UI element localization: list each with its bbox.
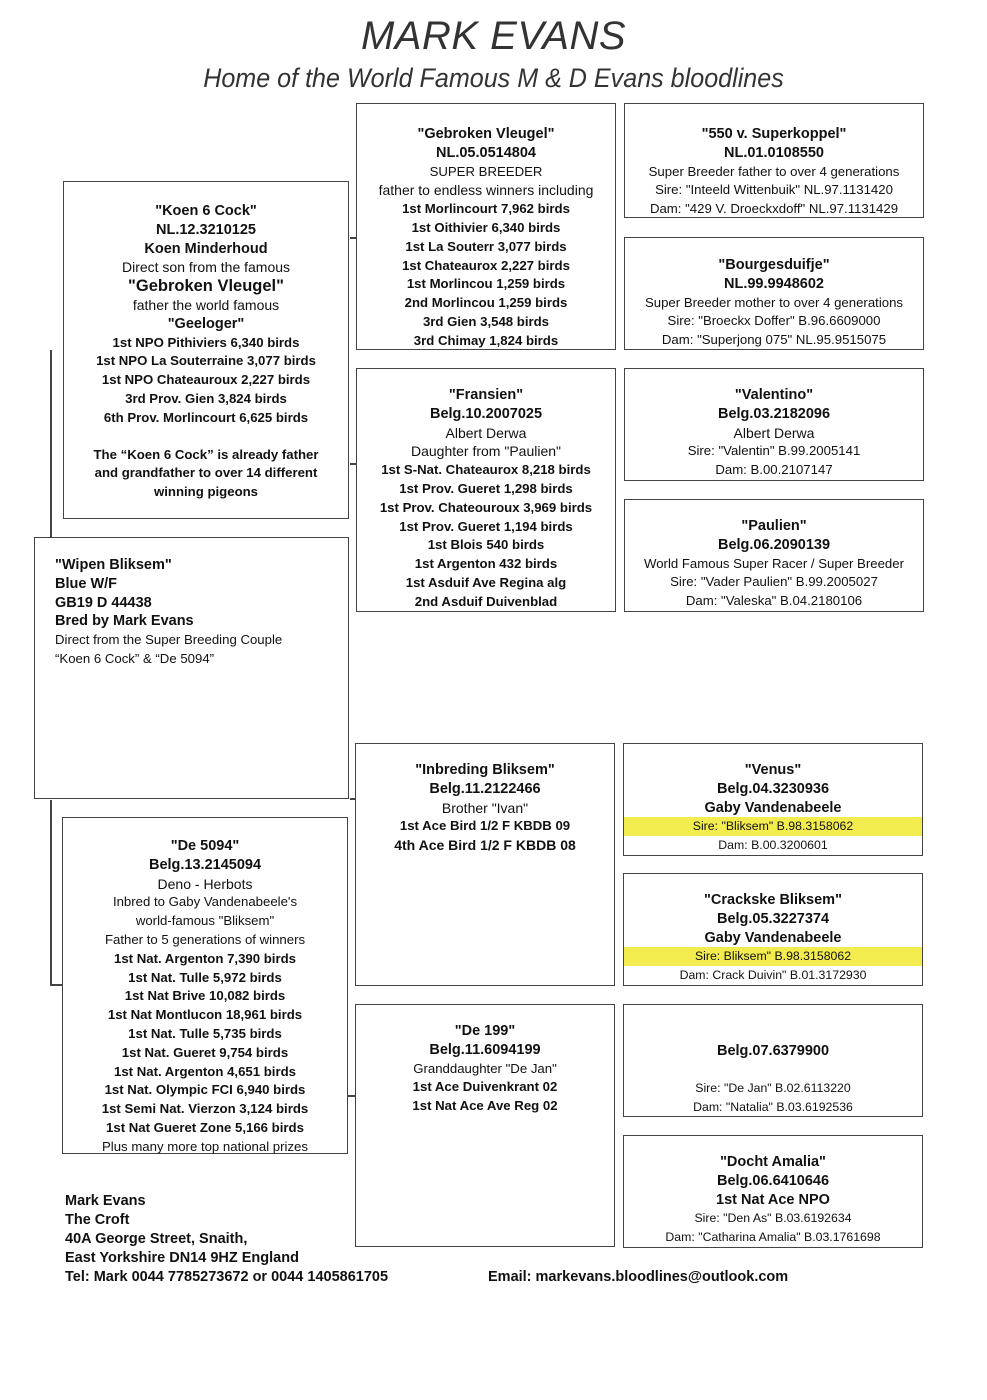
valentino-card — [624, 368, 924, 481]
gv-ring: NL.05.0514804 — [436, 144, 536, 161]
gebroken-vleugel-card — [356, 103, 616, 350]
dam-win: 1st Nat Montlucon 18,961 birds — [107, 1007, 303, 1023]
venus-breeder: Gaby Vandenabeele — [704, 799, 842, 816]
de199-win: 1st Ace Duivenkrant 02 — [412, 1079, 558, 1095]
de199-line: Granddaughter "De Jan" — [413, 1060, 557, 1076]
dam-desc: Inbred to Gaby Vandenabeele's — [112, 894, 298, 910]
dam-name: "De 5094" — [170, 838, 240, 854]
gv-win: 2nd Morlincou 1,259 birds — [404, 295, 568, 311]
docht-amalia-card — [623, 1135, 923, 1248]
subject-name: "Wipen Bliksem" — [55, 557, 172, 573]
fransien-win: 1st Prov. Gueret 1,194 birds — [399, 518, 573, 534]
inbreding-win: 1st Ace Bird 1/2 F KBDB 09 — [399, 818, 571, 834]
valentino-dam: Dam: B.00.2107147 — [715, 462, 833, 478]
gv-line: father to endless winners including — [378, 182, 594, 199]
contact-phone: Tel: Mark 0044 7785273672 or 0044 1405861705 — [65, 1269, 389, 1285]
superkoppel-card — [624, 103, 924, 218]
dam-breeder: Deno - Herbots — [157, 875, 253, 892]
crackske-sire: Sire: Bliksem" B.98.3158062 — [624, 947, 922, 966]
dam-win: 1st Nat. Argenton 7,390 birds — [114, 950, 296, 966]
bourgesduifje-desc: Super Breeder mother to over 4 generations — [644, 294, 904, 310]
bourgesduifje-ring: NL.99.9948602 — [724, 275, 824, 292]
belg-6379900-card — [623, 1004, 923, 1117]
superkoppel-ring: NL.01.0108550 — [724, 144, 824, 161]
superkoppel-name: "550 v. Superkoppel" — [701, 126, 847, 142]
sire-name: "Koen 6 Cock" — [155, 203, 257, 219]
subject-card — [34, 537, 349, 799]
venus-sire: Sire: "Bliksem" B.98.3158062 — [624, 817, 922, 836]
dam-more: Plus many more top national prizes — [102, 1138, 308, 1154]
fransien-win: 1st Argenton 432 birds — [414, 556, 558, 572]
fransien-ring: Belg.10.2007025 — [429, 405, 543, 422]
sire-win: 3rd Prov. Gien 3,824 birds — [125, 390, 287, 406]
venus-ring: Belg.04.3230936 — [716, 780, 830, 797]
superkoppel-sire: Sire: "Inteeld Wittenbuik" NL.97.1131420 — [655, 182, 893, 198]
sire-ring: NL.12.3210125 — [156, 221, 256, 238]
sire-win: 1st NPO Pithiviers 6,340 birds — [112, 334, 300, 350]
sire-note: winning pigeons — [153, 484, 259, 500]
fransien-win: 1st Asduif Ave Regina alg — [405, 574, 567, 590]
subject-color: Blue W/F — [55, 575, 118, 592]
gv-win: 1st Morlincourt 7,962 birds — [402, 201, 570, 217]
subject-note: Direct from the Super Breeding Couple — [55, 632, 283, 648]
dam-desc: Father to 5 generations of winners — [104, 931, 306, 947]
connector-line — [50, 350, 52, 538]
b637-ring: Belg.07.6379900 — [716, 1043, 830, 1059]
sire-win: 6th Prov. Morlincourt 6,625 birds — [103, 409, 309, 425]
gv-win: 1st Morlincou 1,259 birds — [406, 276, 566, 292]
dam-win: 1st Nat. Olympic FCI 6,940 birds — [104, 1082, 306, 1098]
de199-ring: Belg.11.6094199 — [429, 1041, 541, 1058]
b637-dam: Dam: "Natalia" B.03.6192536 — [693, 1099, 853, 1114]
paulien-ring: Belg.06.2090139 — [717, 536, 831, 553]
fransien-win: 1st Prov. Chateouroux 3,969 birds — [379, 499, 593, 515]
sire-note: The “Koen 6 Cock” is already father — [93, 446, 319, 462]
crackske-bliksem-card — [623, 873, 923, 986]
sire-breeder: Koen Minderhoud — [144, 240, 268, 257]
dam-win: 1st Semi Nat. Vierzon 3,124 birds — [101, 1101, 309, 1117]
fransien-win: 1st Prov. Gueret 1,298 birds — [399, 480, 573, 496]
sire-win: 1st NPO Chateauroux 2,227 birds — [101, 372, 311, 388]
dam-ring: Belg.13.2145094 — [148, 856, 262, 873]
sire-line: Direct son from the famous — [121, 259, 291, 276]
valentino-sire: Sire: "Valentin" B.99.2005141 — [687, 443, 861, 459]
gv-name: "Gebroken Vleugel" — [417, 126, 555, 142]
inbreding-win: 4th Ace Bird 1/2 F KBDB 08 — [394, 837, 576, 854]
crackske-ring: Belg.05.3227374 — [716, 910, 830, 927]
dam-win: 1st Nat. Gueret 9,754 birds — [121, 1044, 289, 1060]
fransien-win: 1st S-Nat. Chateaurox 8,218 birds — [381, 462, 591, 478]
valentino-breeder: Albert Derwa — [733, 424, 815, 441]
amalia-dam: Dam: "Catharina Amalia" B.03.1761698 — [665, 1230, 881, 1245]
paulien-card — [624, 499, 924, 612]
contact-address-line: The Croft — [65, 1212, 130, 1228]
dam-desc: world-famous "Bliksem" — [135, 913, 275, 929]
de199-win: 1st Nat Ace Ave Reg 02 — [412, 1098, 558, 1114]
contact-address-line: 40A George Street, Snaith, — [65, 1231, 248, 1247]
page-subtitle: Home of the World Famous M & D Evans bloodlines — [203, 63, 784, 93]
dam-win: 1st Nat. Tulle 5,972 birds — [128, 969, 282, 985]
sire-line: father the world famous — [132, 296, 280, 313]
bourgesduifje-sire: Sire: "Broeckx Doffer" B.96.6609000 — [667, 313, 881, 329]
sire-line: "Geeloger" — [167, 315, 245, 332]
crackske-dam: Dam: Crack Duivin" B.01.3172930 — [679, 968, 867, 983]
venus-card — [623, 743, 923, 856]
gv-win: 3rd Gien 3,548 birds — [422, 313, 550, 329]
fransien-card — [356, 368, 616, 612]
subject-note: “Koen 6 Cock” & “De 5094” — [55, 650, 215, 666]
inbreding-ring: Belg.11.2122466 — [429, 780, 541, 797]
amalia-title: 1st Nat Ace NPO — [716, 1191, 830, 1208]
valentino-ring: Belg.03.2182096 — [717, 405, 831, 422]
fransien-win: 2nd Asduif Duivenblad — [414, 593, 558, 609]
fransien-win: 1st Blois 540 birds — [427, 537, 545, 553]
paulien-dam: Dam: "Valeska" B.04.2180106 — [685, 593, 863, 609]
fransien-name: "Fransien" — [448, 387, 524, 403]
inbreding-name: "Inbreding Bliksem" — [415, 762, 555, 778]
bourgesduifje-card — [624, 237, 924, 350]
gv-win: 1st La Souterr 3,077 birds — [405, 238, 567, 254]
superkoppel-desc: Super Breeder father to over 4 generations — [648, 163, 900, 179]
bourgesduifje-dam: Dam: "Superjong 075" NL.95.9515075 — [661, 332, 887, 348]
amalia-name: "Docht Amalia" — [720, 1154, 826, 1170]
contact-name: Mark Evans — [65, 1193, 146, 1209]
gv-win: 1st Chateaurox 2,227 birds — [402, 257, 570, 273]
valentino-name: "Valentino" — [734, 387, 814, 403]
sire-note: and grandfather to over 14 different — [94, 465, 318, 481]
b637-sire: Sire: "De Jan" B.02.6113220 — [695, 1080, 851, 1095]
crackske-breeder: Gaby Vandenabeele — [704, 929, 842, 946]
de199-card — [355, 1004, 615, 1247]
dam-win: 1st Nat. Tulle 5,735 birds — [128, 1025, 282, 1041]
superkoppel-dam: Dam: "429 V. Droeckxdoff" NL.97.1131429 — [649, 201, 899, 217]
dam-win: 1st Nat Brive 10,082 birds — [124, 988, 286, 1004]
contact-address-line: East Yorkshire DN14 9HZ England — [65, 1250, 299, 1266]
gv-win: 3rd Chimay 1,824 birds — [413, 332, 559, 348]
dam-win: 1st Nat Gueret Zone 5,166 birds — [106, 1119, 304, 1135]
paulien-sire: Sire: "Vader Paulien" B.99.2005027 — [670, 574, 878, 590]
subject-breeder: Bred by Mark Evans — [55, 613, 194, 630]
sire-card — [63, 181, 349, 519]
paulien-desc: World Famous Super Racer / Super Breeder — [644, 555, 904, 571]
fransien-breeder: Albert Derwa — [445, 424, 527, 441]
connector-line — [50, 800, 52, 986]
amalia-ring: Belg.06.6410646 — [716, 1172, 830, 1189]
crackske-name: "Crackske Bliksem" — [704, 892, 842, 908]
amalia-sire: Sire: "Den As" B.03.6192634 — [694, 1211, 852, 1226]
sire-line: "Gebroken Vleugel" — [128, 277, 284, 296]
gv-tag: SUPER BREEDER — [429, 163, 543, 179]
dam-card — [62, 817, 348, 1154]
page-title: MARK EVANS — [360, 14, 627, 58]
venus-dam: Dam: B.00.3200601 — [718, 838, 828, 853]
sire-win: 1st NPO La Souterraine 3,077 birds — [96, 353, 316, 369]
paulien-name: "Paulien" — [741, 518, 807, 534]
inbreding-bliksem-card — [355, 743, 615, 986]
inbreding-line: Brother "Ivan" — [441, 799, 529, 816]
venus-name: "Venus" — [744, 762, 802, 778]
fransien-line: Daughter from "Paulien" — [410, 443, 561, 460]
dam-win: 1st Nat. Argenton 4,651 birds — [114, 1063, 296, 1079]
de199-name: "De 199" — [454, 1023, 516, 1039]
subject-ring: GB19 D 44438 — [55, 594, 152, 611]
bourgesduifje-name: "Bourgesduifje" — [718, 257, 830, 273]
gv-win: 1st Oithivier 6,340 birds — [411, 219, 561, 235]
contact-address — [65, 1192, 388, 1287]
contact-email[interactable]: Email: markevans.bloodlines@outlook.com — [488, 1269, 789, 1285]
